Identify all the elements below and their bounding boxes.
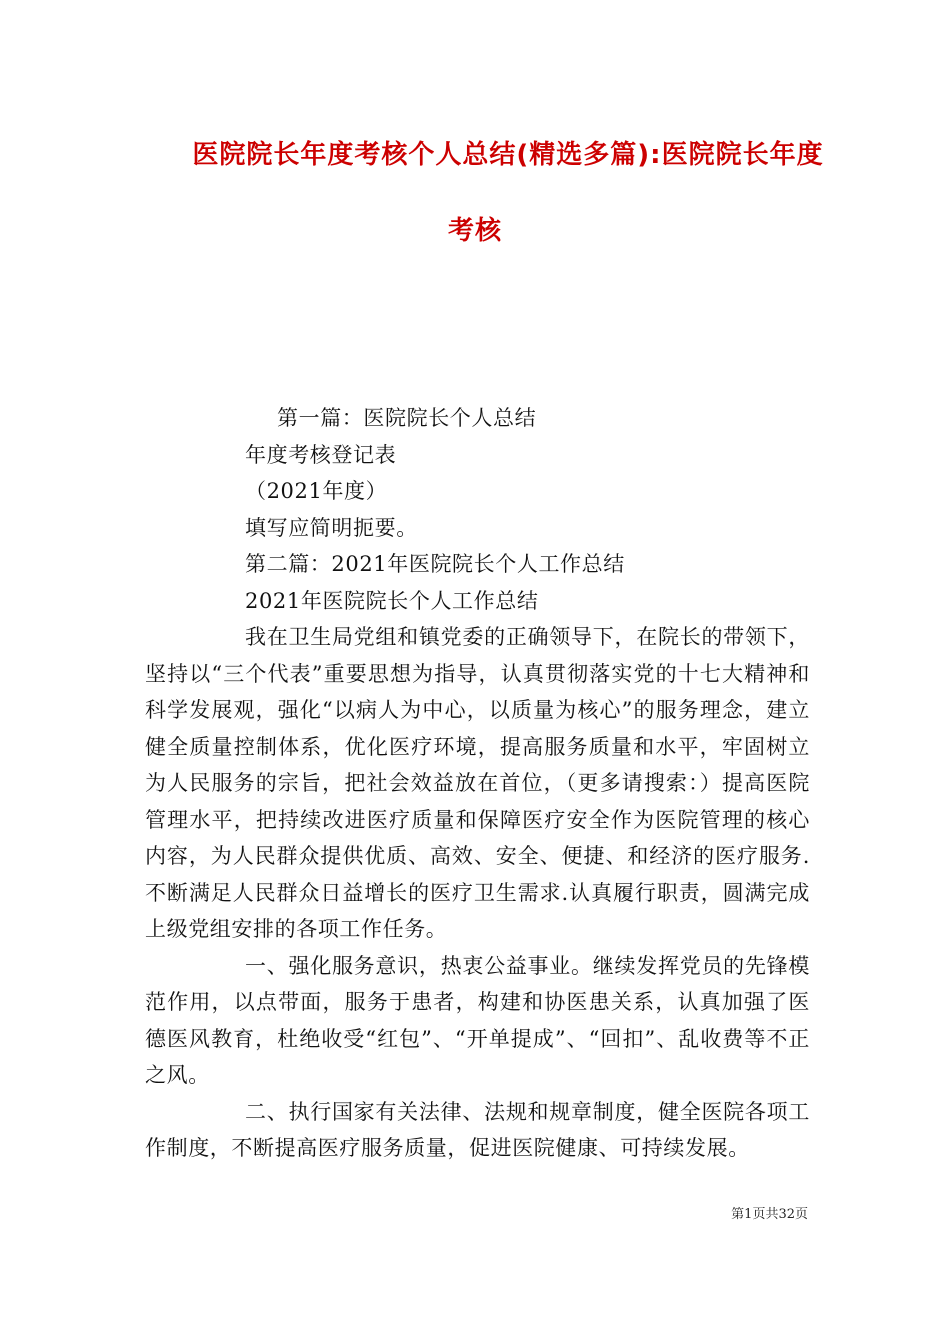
document-title-line-1: 医院院长年度考核个人总结(精选多篇):医院院长年度 xyxy=(192,140,824,170)
document-title-line-2: 考核 xyxy=(447,216,502,246)
text-line: （2021年度） xyxy=(245,479,388,503)
text-line: 年度考核登记表 xyxy=(245,442,397,467)
paragraph: 我在卫生局党组和镇党委的正确领导下，在院长的带领下，坚持以“三个代表”重要思想为指导，认真贯彻落实党的十七大精神和科学发展观，强化“以病人为中心，以质量为核心”的服务理念，建立健全质量控制体系，优化医疗环境，提高服务质量和水平，牢固树立为人民服务的宗旨，把社会效益放在首位，（更多请搜索：）提高医院管理水平，把持续改进医疗质量和保障医疗安全作为医院管理的核心内容，为人民群众提供优质、高效、安全、便捷、和经济的医疗服务.不断满足人民群众日益增长的医疗卫生需求.认真履行职责，圆满完成上级党组安排的各项工作任务。 xyxy=(145,625,810,941)
text-line: 2021年医院院长个人工作总结 xyxy=(245,588,539,613)
section-heading-2: 第二篇：2021年医院院长个人工作总结 xyxy=(245,552,625,576)
text-line: 填写应简明扼要。 xyxy=(245,515,418,540)
page-number-footer: 第1页共32页 xyxy=(731,1207,808,1222)
paragraph: 一、强化服务意识，热衷公益事业。继续发挥党员的先锋模范作用，以点带面，服务于患者，构建和协医患关系，认真加强了医德医风教育，杜绝收受“红包”、“开单提成”、“回扣”、乱收费等不正之风。 xyxy=(145,953,810,1087)
paragraph: 二、执行国家有关法律、法规和规章制度，健全医院各项工作制度，不断提高医疗服务质量，促进医院健康、可持续发展。 xyxy=(145,1099,810,1160)
section-heading-1: 第一篇：医院院长个人总结 xyxy=(277,406,537,430)
document-body xyxy=(145,400,810,1167)
